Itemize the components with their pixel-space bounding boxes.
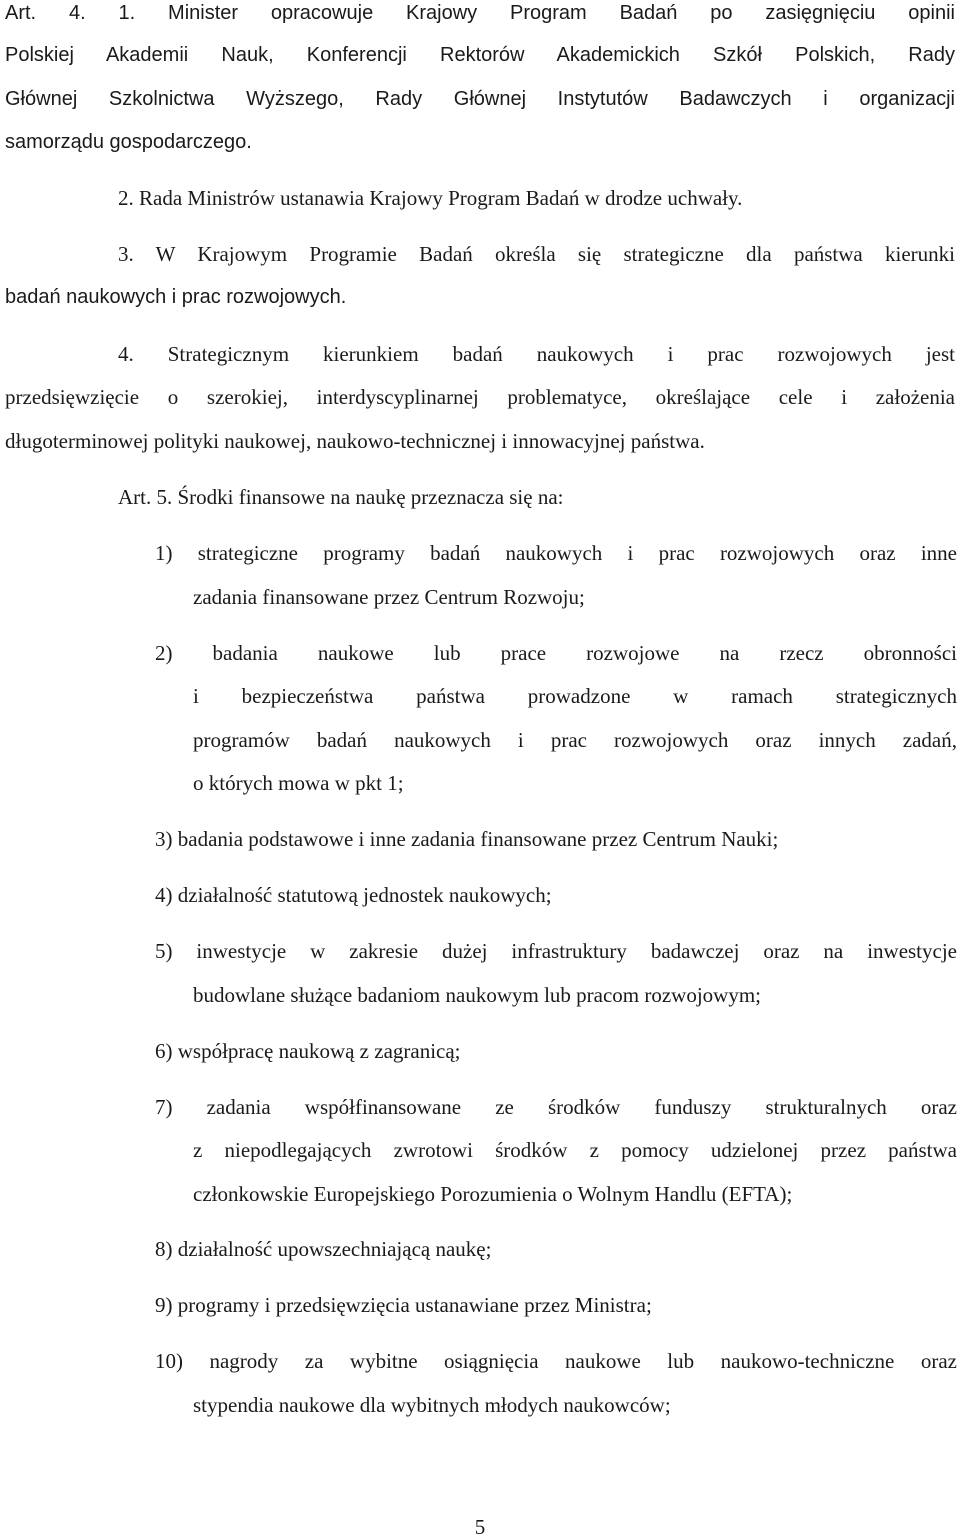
art4-p1-line4: samorządu gospodarczego. — [5, 131, 252, 153]
art5-item-6: 6) współpracę naukową z zagranicą; — [155, 1039, 461, 1063]
art5-item-8: 8) działalność upowszechniającą naukę; — [155, 1237, 492, 1261]
art5-item-2-line1: 2) badania naukowe lub prace rozwojowe na rzecz obronności — [155, 641, 957, 665]
art5-item-1-line2: zadania finansowane przez Centrum Rozwoju; — [193, 585, 585, 609]
art5-item-10-line2: stypendia naukowe dla wybitnych młodych naukowców; — [193, 1393, 671, 1417]
art5-item-7-line2: z niepodlegających zwrotowi środków z pomocy udzielonej przez państwa — [193, 1138, 957, 1162]
art4-p3-line1: 3. W Krajowym Programie Badań określa się strategiczne dla państwa kierunki — [118, 242, 955, 266]
art4-p1-line3: Głównej Szkolnictwa Wyższego, Rady Głównej Instytutów Badawczych i organizacji — [5, 88, 955, 110]
art4-p2: 2. Rada Ministrów ustanawia Krajowy Program Badań w drodze uchwały. — [118, 186, 743, 210]
art5-item-9: 9) programy i przedsięwzięcia ustanawiane przez Ministra; — [155, 1293, 652, 1317]
page-number: 5 — [474, 1515, 486, 1539]
art5-item-7-line3: członkowskie Europejskiego Porozumienia o Wolnym Handlu (EFTA); — [193, 1182, 793, 1206]
art4-p3-line2: badań naukowych i prac rozwojowych. — [5, 286, 347, 308]
art4-p4-line1: 4. Strategicznym kierunkiem badań naukowych i prac rozwojowych jest — [118, 342, 955, 366]
art5-item-2-line2: i bezpieczeństwa państwa prowadzone w ramach strategicznych — [193, 684, 957, 708]
art5-item-5-line2: budowlane służące badaniom naukowym lub pracom rozwojowym; — [193, 983, 762, 1007]
art5-item-10-line1: 10) nagrody za wybitne osiągnięcia naukowe lub naukowo-techniczne oraz — [155, 1349, 957, 1373]
art5-item-2-line4: o których mowa w pkt 1; — [193, 771, 404, 795]
art4-p4-line2: przedsięwzięcie o szerokiej, interdyscyplinarnej problematyce, określające cele i założenia — [5, 385, 955, 409]
art5-item-5-line1: 5) inwestycje w zakresie dużej infrastruktury badawczej oraz na inwestycje — [155, 939, 957, 963]
art5-item-3: 3) badania podstawowe i inne zadania finansowane przez Centrum Nauki; — [155, 827, 779, 851]
art5-heading: Art. 5. Środki finansowe na naukę przeznacza się na: — [118, 485, 564, 509]
art5-item-2-line3: programów badań naukowych i prac rozwojowych oraz innych zadań, — [193, 728, 957, 752]
art4-p1-line2: Polskiej Akademii Nauk, Konferencji Rektorów Akademickich Szkół Polskich, Rady — [5, 44, 955, 66]
art4-p1-line1: Art. 4. 1. Minister opracowuje Krajowy Program Badań po zasięgnięciu opinii — [5, 2, 955, 24]
art4-p4-line3: długoterminowej polityki naukowej, naukowo-technicznej i innowacyjnej państwa. — [5, 429, 705, 453]
art5-item-4: 4) działalność statutową jednostek naukowych; — [155, 883, 552, 907]
art5-item-7-line1: 7) zadania współfinansowane ze środków funduszy strukturalnych oraz — [155, 1095, 957, 1119]
art5-item-1-line1: 1) strategiczne programy badań naukowych i prac rozwojowych oraz inne — [155, 541, 957, 565]
